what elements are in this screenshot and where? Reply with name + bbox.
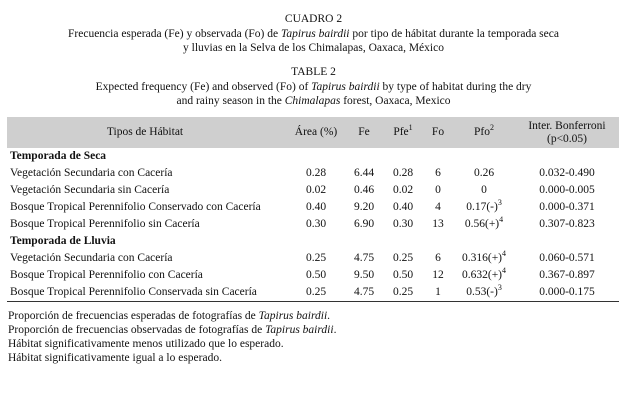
cell-fo: 4 — [435, 201, 441, 213]
cell-fo: 6 — [435, 252, 441, 264]
footnote-marker: 3 — [497, 283, 502, 293]
note-line — [8, 309, 627, 323]
caption-label-en: TABLE 2 — [291, 66, 336, 78]
habitat-frequency-table — [7, 117, 619, 302]
header-text: (p<0.05) — [546, 132, 588, 145]
caption-line-es-1 — [0, 27, 627, 41]
cell-fe: 9.50 — [353, 269, 375, 281]
section-header-row — [7, 148, 619, 165]
note-line — [8, 323, 627, 337]
header-area: Área (%) — [294, 126, 338, 138]
table-container — [7, 117, 619, 302]
caption-spanish — [0, 12, 627, 55]
cell-area: 0.40 — [305, 201, 327, 213]
footnote-marker: 4 — [502, 249, 507, 259]
pfo-value: 0.56(+) — [464, 218, 500, 230]
cell-bonferroni: 0.060-0.571 — [539, 252, 595, 264]
caption-text: and rainy season in the — [176, 95, 285, 107]
cell-fe: 6.44 — [353, 167, 375, 179]
note-text: Proporción de frecuencias esperadas de fotografías de — [8, 310, 259, 322]
header-text: Pfo — [474, 126, 490, 138]
footnote-marker: 4 — [502, 266, 507, 276]
cell-fe: 4.75 — [353, 252, 375, 264]
cell-area: 0.30 — [305, 218, 327, 230]
cell-habitat: Bosque Tropical Perennifolio Conservada sin Cacería — [7, 284, 287, 302]
pfo-value: 0.17(-) — [466, 201, 498, 213]
cell-pfe: 0.02 — [392, 184, 414, 196]
table-body — [7, 148, 619, 302]
section-title: Temporada de Lluvia — [10, 235, 116, 247]
note-text: Hábitat significativamente igual a lo esperado. — [8, 352, 222, 364]
cell-area: 0.50 — [305, 269, 327, 281]
note-text: Proporción de frecuencias observadas de fotografías de — [8, 324, 266, 336]
caption-line-en-2 — [0, 94, 627, 108]
table-row — [7, 250, 619, 267]
cell-habitat: Vegetación Secundaria con Cacería — [10, 252, 173, 264]
footnote-marker: 3 — [497, 198, 502, 208]
header-row — [7, 117, 619, 148]
cell-bonferroni: 0.032-0.490 — [539, 167, 595, 179]
cell-bonferroni: 0.307-0.823 — [539, 218, 595, 230]
note-line — [8, 337, 627, 351]
caption-text: Expected frequency (Fe) and observed (Fo) of — [95, 81, 312, 93]
caption-text: by type of habitat during the dry — [379, 81, 532, 93]
cell-fe: 9.20 — [353, 201, 375, 213]
cell-pfo — [453, 165, 515, 182]
cell-habitat: Vegetación Secundaria con Cacería — [10, 167, 173, 179]
cell-habitat: Bosque Tropical Perennifolio con Cacería — [10, 269, 203, 281]
cell-pfo — [453, 199, 515, 216]
cell-fo: 6 — [435, 167, 441, 179]
cell-fe: 4.75 — [345, 284, 383, 302]
header-fo: Fo — [431, 126, 445, 138]
cell-pfe: 0.25 — [392, 252, 414, 264]
header-habitat: Tipos de Hábitat — [106, 126, 184, 138]
cell-pfe: 0.40 — [392, 201, 414, 213]
table-row — [7, 182, 619, 199]
note-text: Hábitat significativamente menos utilizado que lo esperado. — [8, 338, 284, 350]
pfo-value: 0.316(+) — [461, 252, 503, 264]
header-text: Pfe — [393, 126, 409, 138]
cell-bonferroni: 0.000-0.005 — [539, 184, 595, 196]
cell-fe: 0.46 — [353, 184, 375, 196]
note-text: . — [327, 310, 331, 322]
table-row — [7, 199, 619, 216]
species-name: Tapirus bairdii — [258, 310, 328, 322]
cell-habitat: Bosque Tropical Perennifolio sin Cacería — [10, 218, 200, 230]
header-text: Inter. Bonferroni — [528, 119, 606, 132]
cell-habitat: Bosque Tropical Perennifolio Conservado con Cacería — [10, 201, 261, 213]
caption-line-en-1 — [0, 80, 627, 94]
cell-bonferroni: 0.367-0.897 — [539, 269, 595, 281]
cell-pfe: 0.28 — [392, 167, 414, 179]
cell-bonferroni: 0.000-0.371 — [539, 201, 595, 213]
footnote-marker: 4 — [499, 215, 504, 225]
cell-pfe: 0.50 — [392, 269, 414, 281]
cell-area: 0.28 — [305, 167, 327, 179]
cell-fo: 13 — [432, 218, 444, 230]
section-title: Temporada de Seca — [10, 150, 107, 162]
caption-text: forest, Oaxaca, Mexico — [340, 95, 451, 107]
cell-fe: 6.90 — [353, 218, 375, 230]
species-name: Tapirus bairdii — [281, 28, 350, 40]
table-row — [7, 284, 619, 302]
cell-fo: 1 — [423, 284, 453, 302]
note-text: . — [333, 324, 337, 336]
caption-line-es-2: y lluvias en la Selva de los Chimalapas, Oaxaca, México — [183, 42, 444, 54]
footnote-marker: 1 — [408, 123, 413, 133]
cell-pfo — [453, 267, 515, 284]
species-name: Tapirus bairdii — [265, 324, 334, 336]
pfo-value: 0 — [481, 184, 487, 196]
header-bonferroni — [515, 117, 619, 148]
table-row — [7, 267, 619, 284]
pfo-value: 0.632(+) — [461, 269, 503, 281]
cell-habitat: Vegetación Secundaria sin Cacería — [10, 184, 170, 196]
caption-text: Frecuencia esperada (Fe) y observada (Fo) de — [68, 28, 281, 40]
cell-fo: 12 — [432, 269, 444, 281]
table-notes — [8, 309, 627, 365]
footnote-marker: 2 — [489, 123, 494, 133]
cell-area: 0.25 — [287, 284, 345, 302]
header-pfe — [383, 117, 423, 148]
section-header-row — [7, 233, 619, 250]
cell-pfe: 0.25 — [383, 284, 423, 302]
table-row — [7, 165, 619, 182]
cell-bonferroni: 0.000-0.175 — [515, 284, 619, 302]
cell-pfe: 0.30 — [392, 218, 414, 230]
header-fe: Fe — [358, 126, 370, 138]
header-pfo — [453, 117, 515, 148]
caption-english — [0, 65, 627, 108]
note-line — [8, 351, 627, 365]
species-name: Tapirus bairdii — [311, 81, 380, 93]
table-row — [7, 216, 619, 233]
pfo-value: 0.26 — [473, 167, 495, 179]
caption-text: por tipo de hábitat durante la temporada seca — [349, 28, 559, 40]
place-name: Chimalapas — [284, 95, 341, 107]
cell-pfo — [453, 216, 515, 233]
pfo-value: 0.53(-) — [466, 286, 498, 298]
cell-fo: 0 — [435, 184, 441, 196]
cell-area: 0.25 — [305, 252, 327, 264]
cell-pfo — [453, 182, 515, 199]
cell-area: 0.02 — [305, 184, 327, 196]
caption-label-es: CUADRO 2 — [284, 13, 343, 25]
cell-pfo — [453, 250, 515, 267]
cell-pfo — [453, 284, 515, 302]
